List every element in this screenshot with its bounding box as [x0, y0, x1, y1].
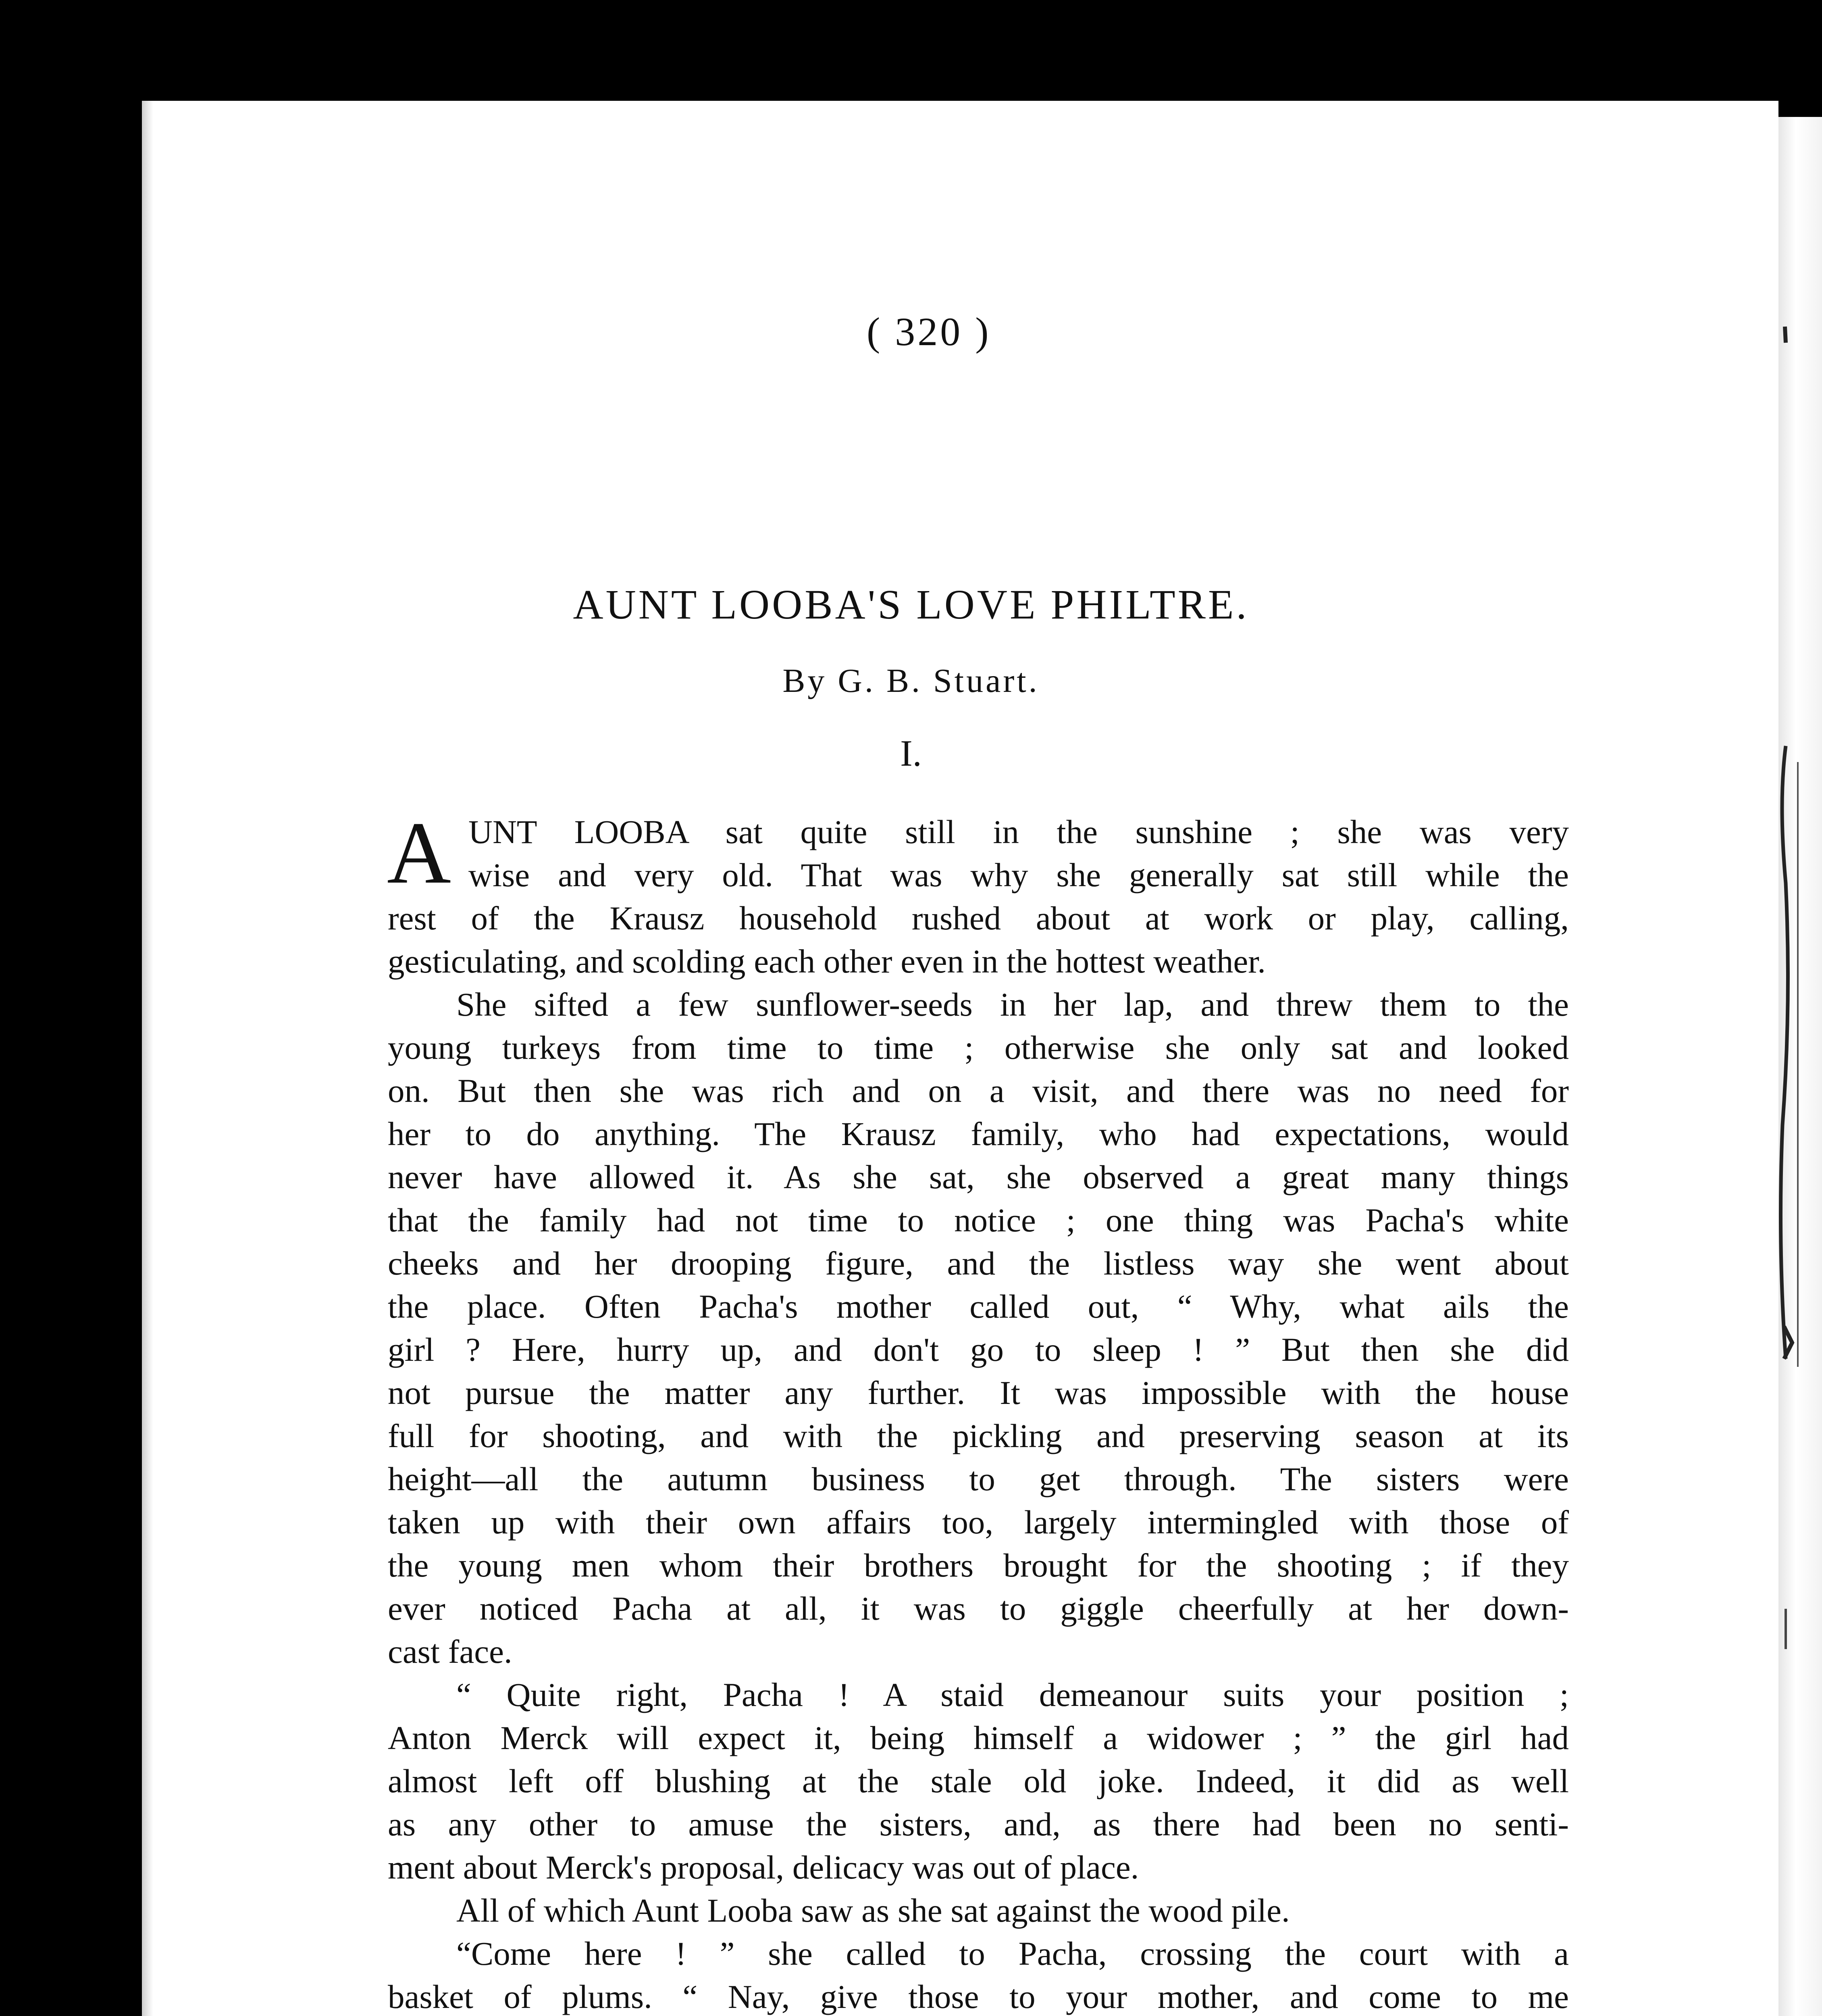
text-line: All of which Aunt Looba saw as she sat against the wood pile. [456, 1892, 1290, 1929]
text-line: cast face. [388, 1633, 512, 1670]
drop-cap: A [387, 804, 451, 902]
text-line: her to do anything. The Krausz family, who had expectations, would [388, 1115, 1569, 1152]
text-line: taken up with their own affairs too, largely intermingled with those of [388, 1504, 1569, 1541]
text-line: UNT LOOBA sat quite still in the sunshine ; she was very [468, 813, 1569, 850]
text-line: ment about Merck's proposal, delicacy was out of place. [388, 1849, 1139, 1886]
page-number: ( 320 ) [867, 309, 991, 354]
text-line: not pursue the matter any further. It was impossible with the house [388, 1374, 1569, 1411]
text-line: ever noticed Pacha at all, it was to giggle cheerfully at her down- [388, 1590, 1569, 1627]
text-line: that the family had not time to notice ; one thing was Pacha's white [388, 1202, 1569, 1239]
text-line: never have allowed it. As she sat, she observed a great many things [388, 1158, 1569, 1195]
text-line: the place. Often Pacha's mother called out, “ Why, what ails the [388, 1288, 1569, 1325]
text-line: rest of the Krausz household rushed about at work or play, calling, [388, 900, 1569, 937]
text-line: She sifted a few sunflower-seeds in her lap, and threw them to the [456, 986, 1569, 1023]
text-line: “ Quite right, Pacha ! A staid demeanour suits your position ; [456, 1676, 1569, 1713]
text-line: “Come here ! ” she called to Pacha, crossing the court with a [456, 1935, 1569, 1972]
text-line: the young men whom their brothers brought for the shooting ; if they [388, 1547, 1569, 1584]
body-text [387, 804, 1569, 2016]
text-line: as any other to amuse the sisters, and, as there had been no senti- [388, 1806, 1569, 1843]
text-line: basket of plums. “ Nay, give those to your mother, and come to me [388, 1978, 1569, 2015]
article-title: AUNT LOOBA'S LOVE PHILTRE. [573, 581, 1249, 628]
section-number: I. [900, 733, 922, 774]
page-edge-shadow [142, 101, 153, 2016]
author-byline: By G. B. Stuart. [782, 662, 1040, 700]
text-line: cheeks and her drooping figure, and the listless way she went about [388, 1245, 1569, 1282]
text-line: height—all the autumn business to get through. The sisters were [388, 1460, 1569, 1497]
text-line: full for shooting, and with the pickling and preserving season at its [388, 1417, 1569, 1454]
text-line: Anton Merck will expect it, being himself a widower ; ” the girl had [388, 1719, 1569, 1756]
binding-thread-marks [1774, 117, 1818, 2016]
text-line: young turkeys from time to time ; otherwise she only sat and looked [388, 1029, 1569, 1066]
text-line: almost left off blushing at the stale old joke. Indeed, it did as well [388, 1762, 1569, 1799]
text-line: girl ? Here, hurry up, and don't go to sleep ! ” But then she did [388, 1331, 1569, 1368]
text-line: wise and very old. That was why she generally sat still while the [468, 856, 1569, 893]
text-line: gesticulating, and scolding each other even in the hottest weather. [388, 943, 1266, 980]
text-line: on. But then she was rich and on a visit, and there was no need for [388, 1072, 1569, 1109]
